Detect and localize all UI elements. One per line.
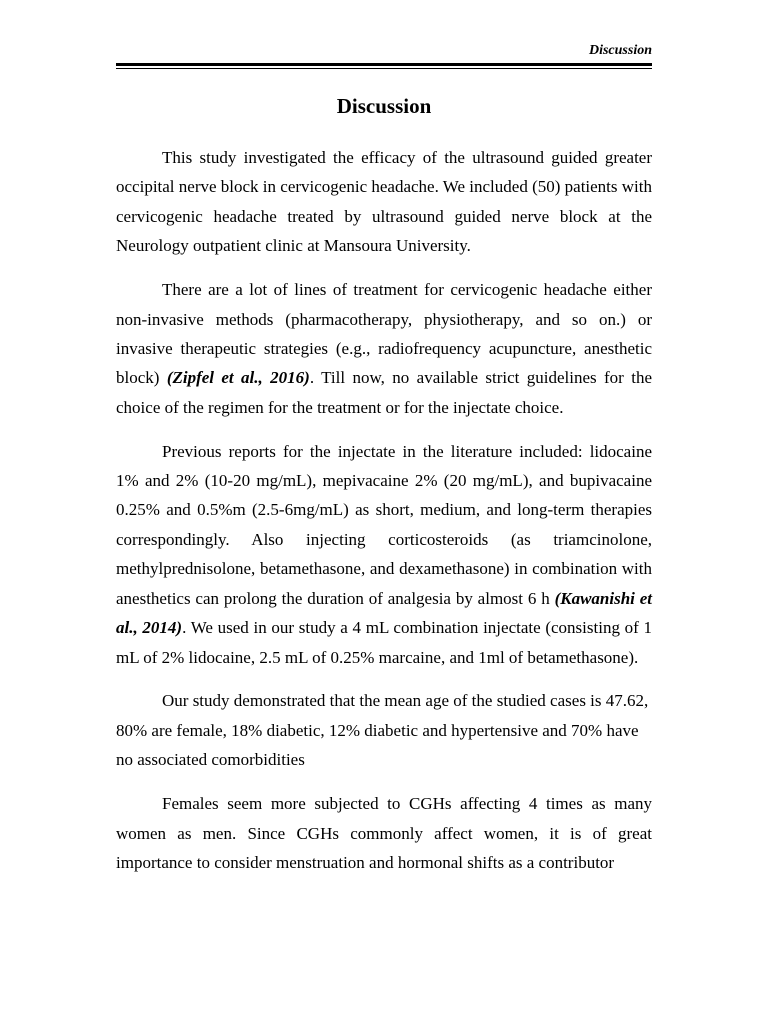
paragraph-3-text-after: . We used in our study a 4 mL combination injectate (consisting of 1 mL of 2% lidocaine, 2.5 mL of 0.25% marcaine, and 1ml of betamethasone).	[116, 618, 652, 667]
paragraph-1: This study investigated the efficacy of the ultrasound guided greater occipital nerve block in cervicogenic headache. We included (50) patients with cervicogenic headache treated by ultrasound guided nerve block at the Neurology outpatient clinic at Mansoura University.	[116, 148, 652, 256]
paragraph-2-text-before: There are a lot of lines of treatment for cervicogenic headache either non-invasive methods (pharmacotherapy, physiotherapy, and so on.) or invasive therapeutic strategies (e.g., radiofrequency acupuncture, anesthetic block)	[116, 280, 652, 388]
citation-kawanishi: (Kawanishi et al., 2014)	[116, 588, 652, 638]
paragraph-2-text-after: . Till now, no available strict guidelines for the choice of the regimen for the treatment or for the injectate choice.	[116, 368, 652, 417]
page-title: Discussion	[336, 94, 432, 118]
header-rule-thin	[116, 68, 652, 69]
header-rule-thick	[116, 63, 652, 66]
paragraph-3-text-before: Previous reports for the injectate in the literature included: lidocaine 1% and 2% (10-20 mg/mL), mepivacaine 2% (20 mg/mL), and bupivacaine 0.25% and 0.5%m (2.5-6mg/mL) as short, medium, and long-term therapies correspondingly. Also injecting corticosteroids (as triamcinolone, methylprednisolone, betamethasone, and dexamethasone) in combination with anesthetics can prolong the duration of analgesia by almost 6 h	[116, 441, 652, 608]
citation-zipfel: (Zipfel et al., 2016)	[166, 368, 310, 388]
body-text	[116, 143, 652, 892]
paragraph-2	[116, 275, 652, 422]
paragraph-3	[116, 437, 652, 672]
running-header: Discussion	[588, 43, 652, 58]
paragraph-5: Females seem more subjected to CGHs affecting 4 times as many women as men. Since CGHs commonly affect women, it is of great importance to consider menstruation and hormonal shifts as a contributor	[116, 794, 652, 872]
paragraph-4: Our study demonstrated that the mean age of the studied cases is 47.62, 80% are female, 18% diabetic, 12% diabetic and hypertensive and 70% have no associated comorbidities	[116, 691, 649, 770]
